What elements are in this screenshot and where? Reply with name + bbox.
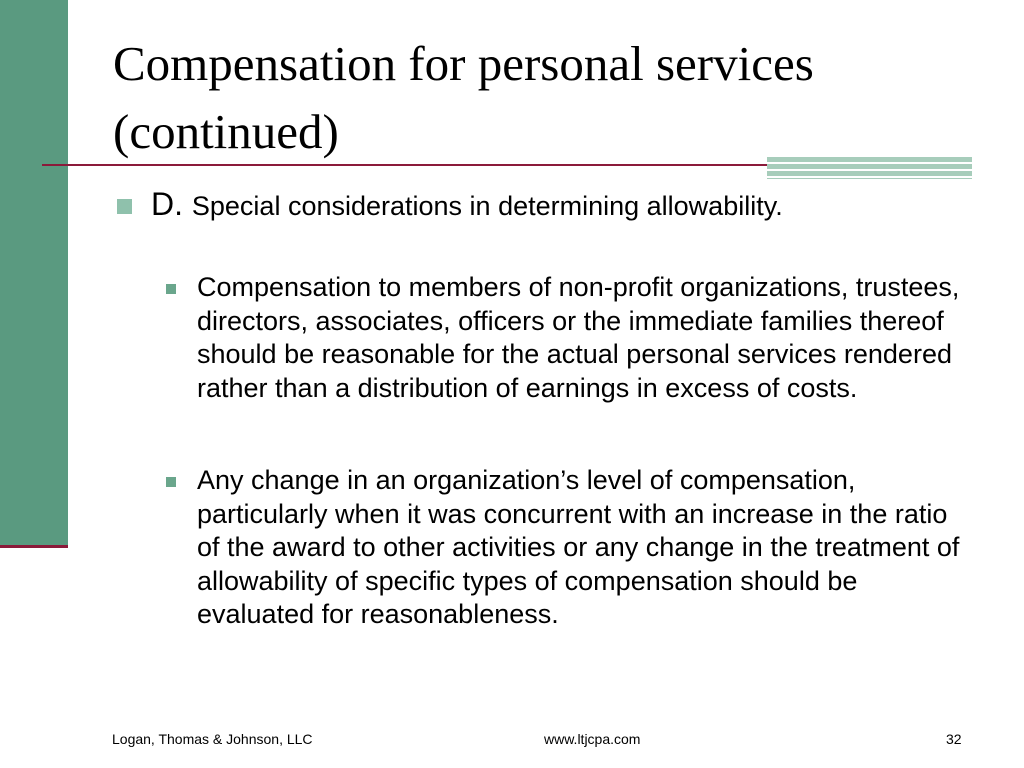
footer-page-number: 32 xyxy=(946,731,962,747)
footer-company: Logan, Thomas & Johnson, LLC xyxy=(112,731,313,747)
slide-title-line-2: (continued) xyxy=(113,104,339,159)
square-bullet-icon xyxy=(166,284,176,294)
footer-website: www.ltjcpa.com xyxy=(544,731,641,747)
main-bullet-text: Special considerations in determining allowability. xyxy=(191,191,783,221)
title-divider-accent xyxy=(767,157,972,179)
square-bullet-icon xyxy=(117,199,132,214)
main-bullet-letter: D. xyxy=(151,186,183,222)
square-bullet-icon xyxy=(166,477,176,487)
main-bullet xyxy=(151,186,851,229)
slide-title xyxy=(113,30,993,166)
left-accent-bar xyxy=(0,0,68,545)
slide-title-line-1: Compensation for personal services xyxy=(113,36,814,91)
sub-bullet-1: Compensation to members of non-profit organizations, trustees, directors, associates, officers or the immediate families thereof should be reasonable for the actual personal services rendered rather than a distribution of earnings in excess of costs. xyxy=(197,272,960,403)
sub-bullet-2: Any change in an organization’s level of compensation, particularly when it was concurrent with an increase in the ratio of the award to other activities or any change in the treatment of allowability of specific types of compensation should be evaluated for reasonableness. xyxy=(197,465,960,630)
left-accent-rule xyxy=(0,545,68,548)
